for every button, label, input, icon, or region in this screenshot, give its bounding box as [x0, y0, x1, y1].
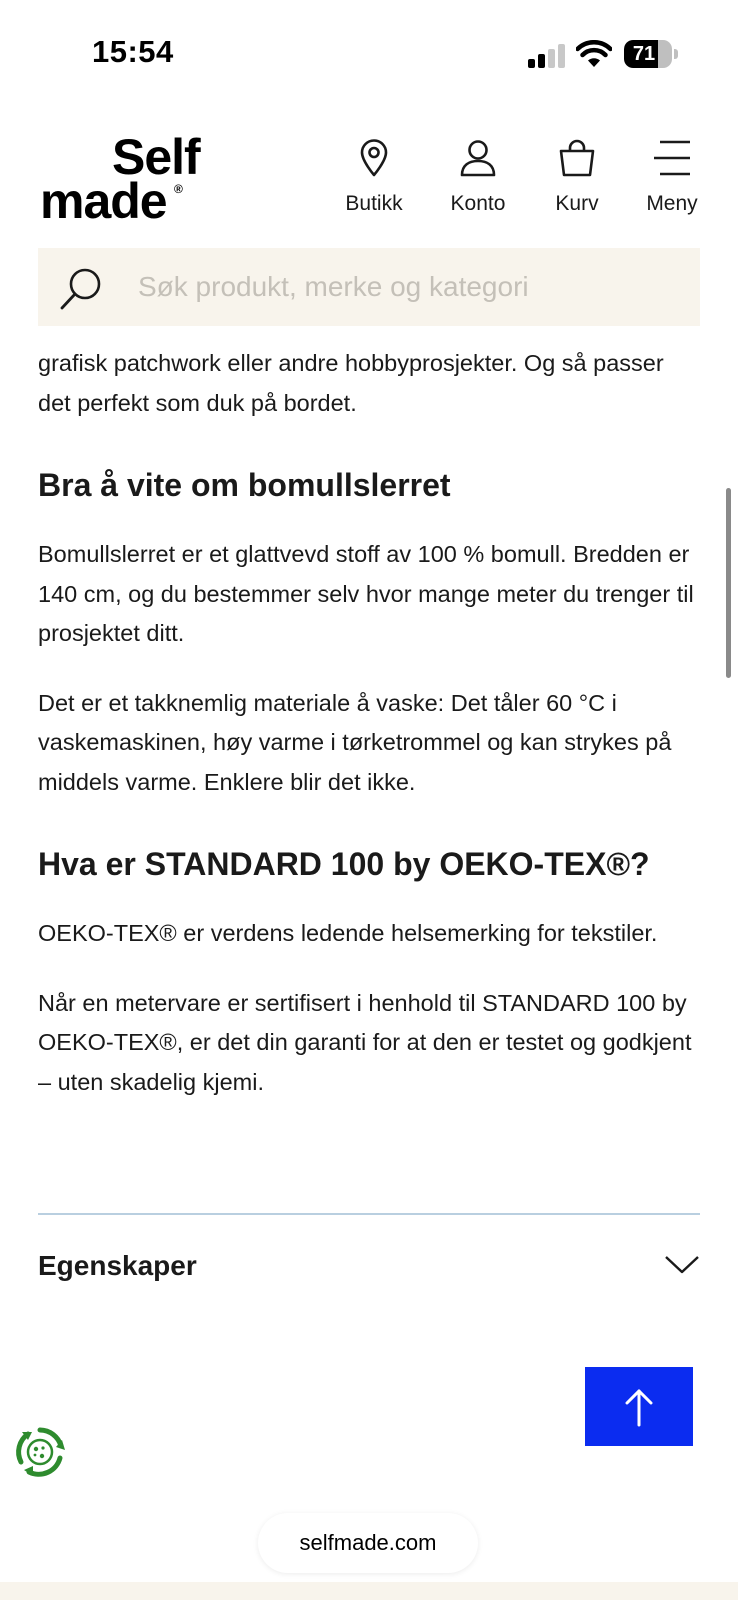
- search-icon[interactable]: [58, 266, 104, 312]
- intro-paragraph: grafisk patchwork eller andre hobbyprosjekter. Og så passer det perfekt som duk på bordet.: [38, 350, 664, 416]
- search-bar[interactable]: [38, 248, 700, 326]
- nav-konto[interactable]: [428, 138, 528, 228]
- accordion-title: Egenskaper: [38, 1250, 197, 1281]
- back-to-top-button[interactable]: [585, 1367, 693, 1446]
- nav-kurv[interactable]: [527, 138, 627, 228]
- product-description: [38, 344, 702, 1102]
- wifi-icon: [576, 40, 612, 68]
- logo-line2: made: [40, 173, 167, 229]
- status-bar: [0, 0, 738, 100]
- nav-label: Kurv: [555, 192, 599, 215]
- cellular-signal-icon: [528, 44, 568, 68]
- chevron-down-icon[interactable]: [664, 1252, 700, 1276]
- logo-line1: Self: [112, 129, 200, 185]
- scrollbar[interactable]: [726, 488, 731, 678]
- user-icon: [458, 138, 498, 178]
- menu-icon: [652, 138, 692, 178]
- paragraph: Bomullslerret er et glattvevd stoff av 100 % bomull. Bredden er 140 cm, og du bestemmer selv hvor mange meter du trenger til prosjektet ditt.: [38, 541, 694, 646]
- battery-indicator: [624, 40, 676, 68]
- section-heading: Bra å vite om bomullslerret: [38, 467, 451, 503]
- map-pin-icon: [358, 138, 390, 178]
- accordion-egenskaper[interactable]: [38, 1236, 700, 1296]
- shopping-bag-icon: [557, 138, 597, 178]
- battery-level: 71: [632, 43, 656, 65]
- status-time: 15:54: [92, 34, 174, 69]
- logo-registered-mark: ®: [174, 182, 183, 196]
- nav-label: Meny: [646, 192, 698, 215]
- search-input[interactable]: [138, 248, 678, 326]
- nav-butikk[interactable]: [324, 138, 424, 228]
- selfmade-logo[interactable]: [40, 129, 220, 232]
- paragraph: Når en metervare er sertifisert i henhold til STANDARD 100 by OEKO-TEX®, er det din garanti for at den er testet og godkjent – uten skadelig kjemi.: [38, 989, 692, 1095]
- battery-icon: [624, 40, 672, 68]
- paragraph: OEKO-TEX® er verdens ledende helsemerking for tekstiler.: [38, 920, 658, 946]
- nav-meny[interactable]: [622, 138, 722, 228]
- bottom-strip: [0, 1582, 738, 1600]
- nav-label: Butikk: [345, 192, 403, 215]
- cookie-settings-icon[interactable]: [12, 1424, 68, 1480]
- divider: [38, 1213, 700, 1215]
- nav-label: Konto: [450, 192, 506, 215]
- section-heading: Hva er STANDARD 100 by OEKO-TEX®?: [38, 846, 650, 882]
- browser-url-bar[interactable]: selfmade.com: [258, 1513, 478, 1573]
- site-header: [0, 120, 738, 240]
- arrow-up-icon: [624, 1387, 654, 1427]
- paragraph: Det er et takknemlig materiale å vaske: Det tåler 60 °C i vaskemaskinen, høy varme i tørketrommel og kan strykes på middels varme. Enklere blir det ikke.: [38, 689, 672, 795]
- battery-tip: [674, 49, 678, 59]
